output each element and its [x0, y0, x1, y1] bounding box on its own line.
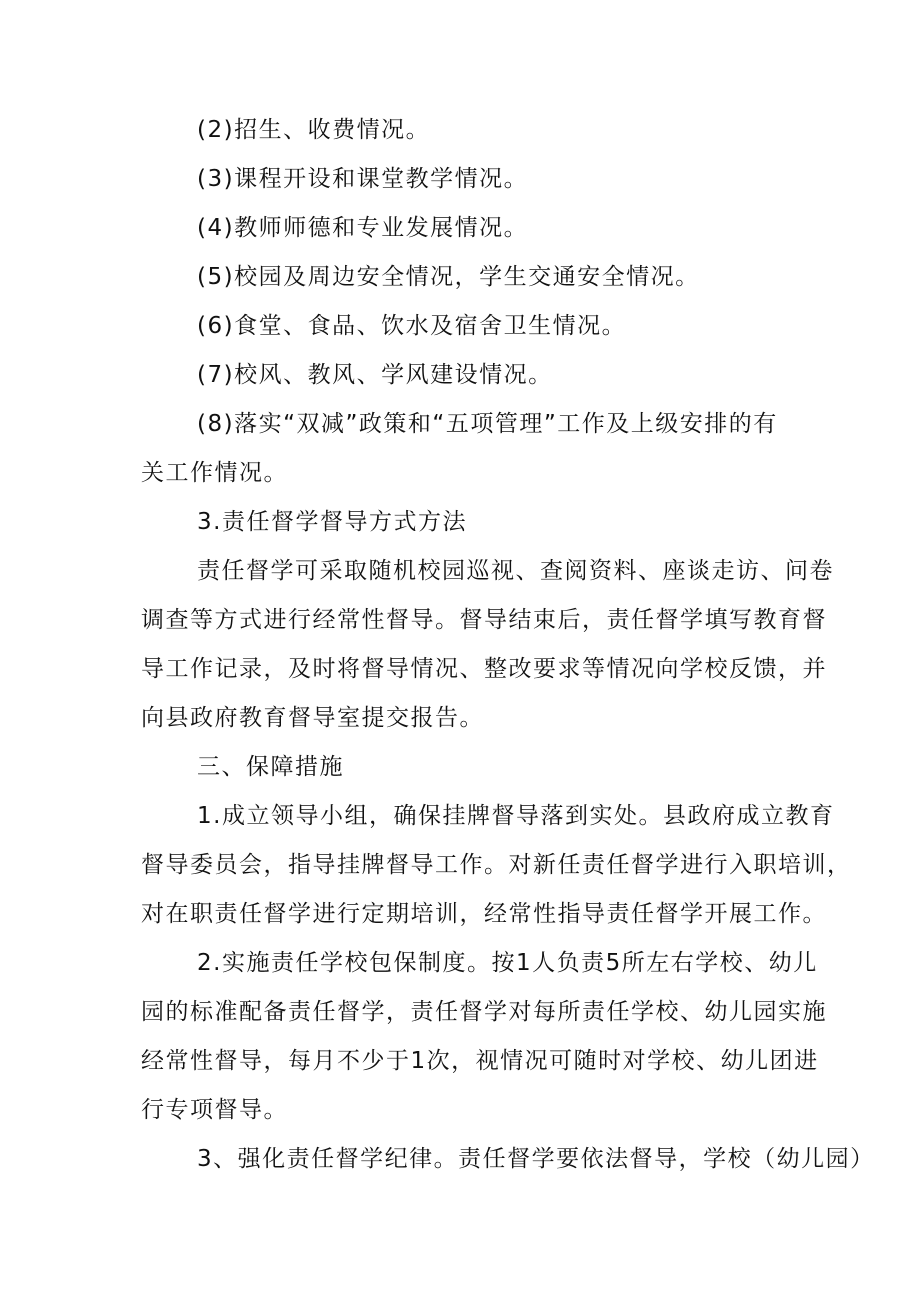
- item-5: (5)校园及周边安全情况，学生交通安全情况。: [197, 264, 700, 290]
- item-8-line-2: 关工作情况。: [141, 460, 288, 486]
- item-6: (6)食堂、食品、饮水及宿舍卫生情况。: [197, 313, 627, 339]
- measure-2-line-4: 行专项督导。: [141, 1097, 288, 1123]
- measure-2-line-3: 经常性督导，每月不少于1次，视情况可随时对学校、幼儿团进: [141, 1048, 819, 1074]
- measure-1-line-2: 督导委员会，指导挂牌督导工作。对新任责任督学进行入职培训，: [141, 852, 852, 878]
- measure-3-line-1: 3、强化责任督学纪律。责任督学要依法督导，学校（幼儿园）: [197, 1146, 875, 1172]
- measure-1-line-1: 1.成立领导小组，确保挂牌督导落到实处。县政府成立教育: [197, 803, 835, 829]
- item-2: (2)招生、收费情况。: [197, 117, 431, 143]
- section-3-paragraph-line-2: 调查等方式进行经常性督导。督导结束后，责任督学填写教育督: [141, 607, 827, 633]
- section-3-paragraph-line-3: 导工作记录，及时将督导情况、整改要求等情况向学校反馈，并: [141, 656, 827, 682]
- item-4: (4)教师师德和专业发展情况。: [197, 215, 529, 241]
- section-3-paragraph-line-4: 向县政府教育督导室提交报告。: [141, 705, 484, 731]
- measure-2-line-1: 2.实施责任学校包保制度。按1人负责5所左右学校、幼儿: [197, 950, 818, 976]
- document-body: [141, 106, 875, 1184]
- section-3-heading: 3.责任督学督导方式方法: [197, 509, 467, 535]
- item-7: (7)校风、教风、学风建设情况。: [197, 362, 553, 388]
- section-3-paragraph-line-1: 责任督学可采取随机校园巡视、查阅资料、座谈走访、问卷: [197, 558, 834, 584]
- item-8-line-1: (8)落实“双减”政策和“五项管理”工作及上级安排的有: [197, 411, 778, 437]
- measure-2-line-2: 园的标准配备责任督学，责任督学对每所责任学校、幼儿园实施: [141, 999, 827, 1025]
- measure-1-line-3: 对在职责任督学进行定期培训，经常性指导责任督学开展工作。: [141, 901, 827, 927]
- part-3-heading: 三、保障措施: [197, 754, 344, 780]
- item-3: (3)课程开设和课堂教学情况。: [197, 166, 529, 192]
